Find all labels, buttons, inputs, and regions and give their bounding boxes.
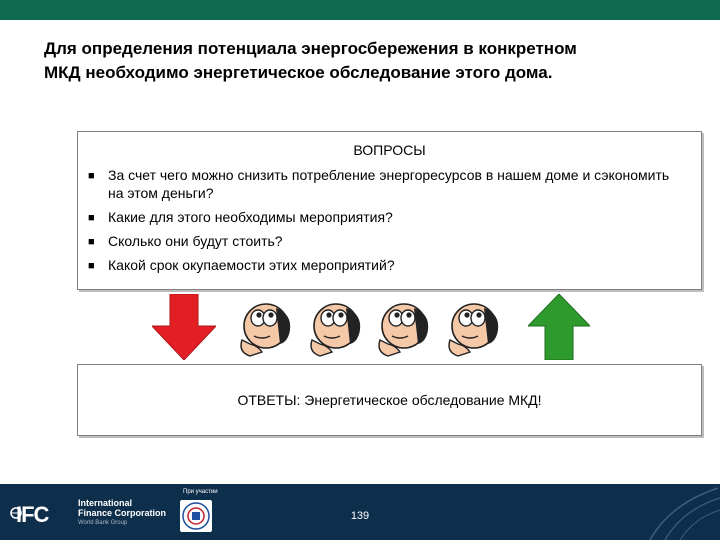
arrow-down-icon [152, 294, 216, 360]
decorative-swoosh [610, 484, 720, 540]
question-text: Какие для этого необходимы мероприятия? [108, 209, 393, 225]
partner-badge-icon [180, 500, 212, 532]
bullet-icon: ■ [88, 236, 95, 248]
org-name [78, 498, 166, 518]
answer-box [77, 364, 702, 436]
slide-title-line-1: Для определения потенциала энергосбережения в конкретном [44, 39, 577, 58]
partner-label: При участии [183, 489, 218, 495]
org-subtitle: World Bank Group [78, 520, 128, 526]
question-text: Сколько они будут стоить? [108, 233, 283, 249]
answer-text: ОТВЕТЫ: Энергетическое обследование МКД! [237, 392, 542, 408]
questions-box [77, 131, 702, 290]
question-item [88, 256, 688, 274]
questions-heading: ВОПРОСЫ [353, 142, 426, 158]
ifc-logo: IFC [16, 502, 49, 527]
arrow-up-icon [528, 294, 590, 360]
slide-title-line-2: МКД необходимо энергетическое обследование этого дома. [44, 63, 553, 82]
slide-title [44, 37, 694, 85]
thinking-face-icon [449, 304, 498, 356]
question-text: Какой срок окупаемости этих мероприятий? [108, 257, 395, 273]
org-name-line-1: International [78, 498, 133, 508]
question-item [88, 166, 688, 202]
thinking-face-icon [311, 304, 360, 356]
footer [0, 484, 720, 540]
question-text: За счет чего можно снизить потребление энергоресурсов в нашем доме и сэкономить на этом деньги? [108, 167, 670, 201]
bullet-icon: ■ [88, 260, 95, 272]
question-item [88, 232, 688, 250]
thinking-faces [234, 300, 504, 360]
org-name-line-2: Finance Corporation [78, 508, 167, 518]
question-item [88, 208, 688, 226]
thinking-face-icon [379, 304, 428, 356]
top-bar [0, 0, 720, 20]
page-number: 139 [350, 510, 370, 522]
bullet-icon: ■ [88, 212, 95, 224]
bullet-icon: ■ [88, 170, 95, 182]
thinking-face-icon [241, 304, 290, 356]
questions-list [88, 166, 688, 280]
